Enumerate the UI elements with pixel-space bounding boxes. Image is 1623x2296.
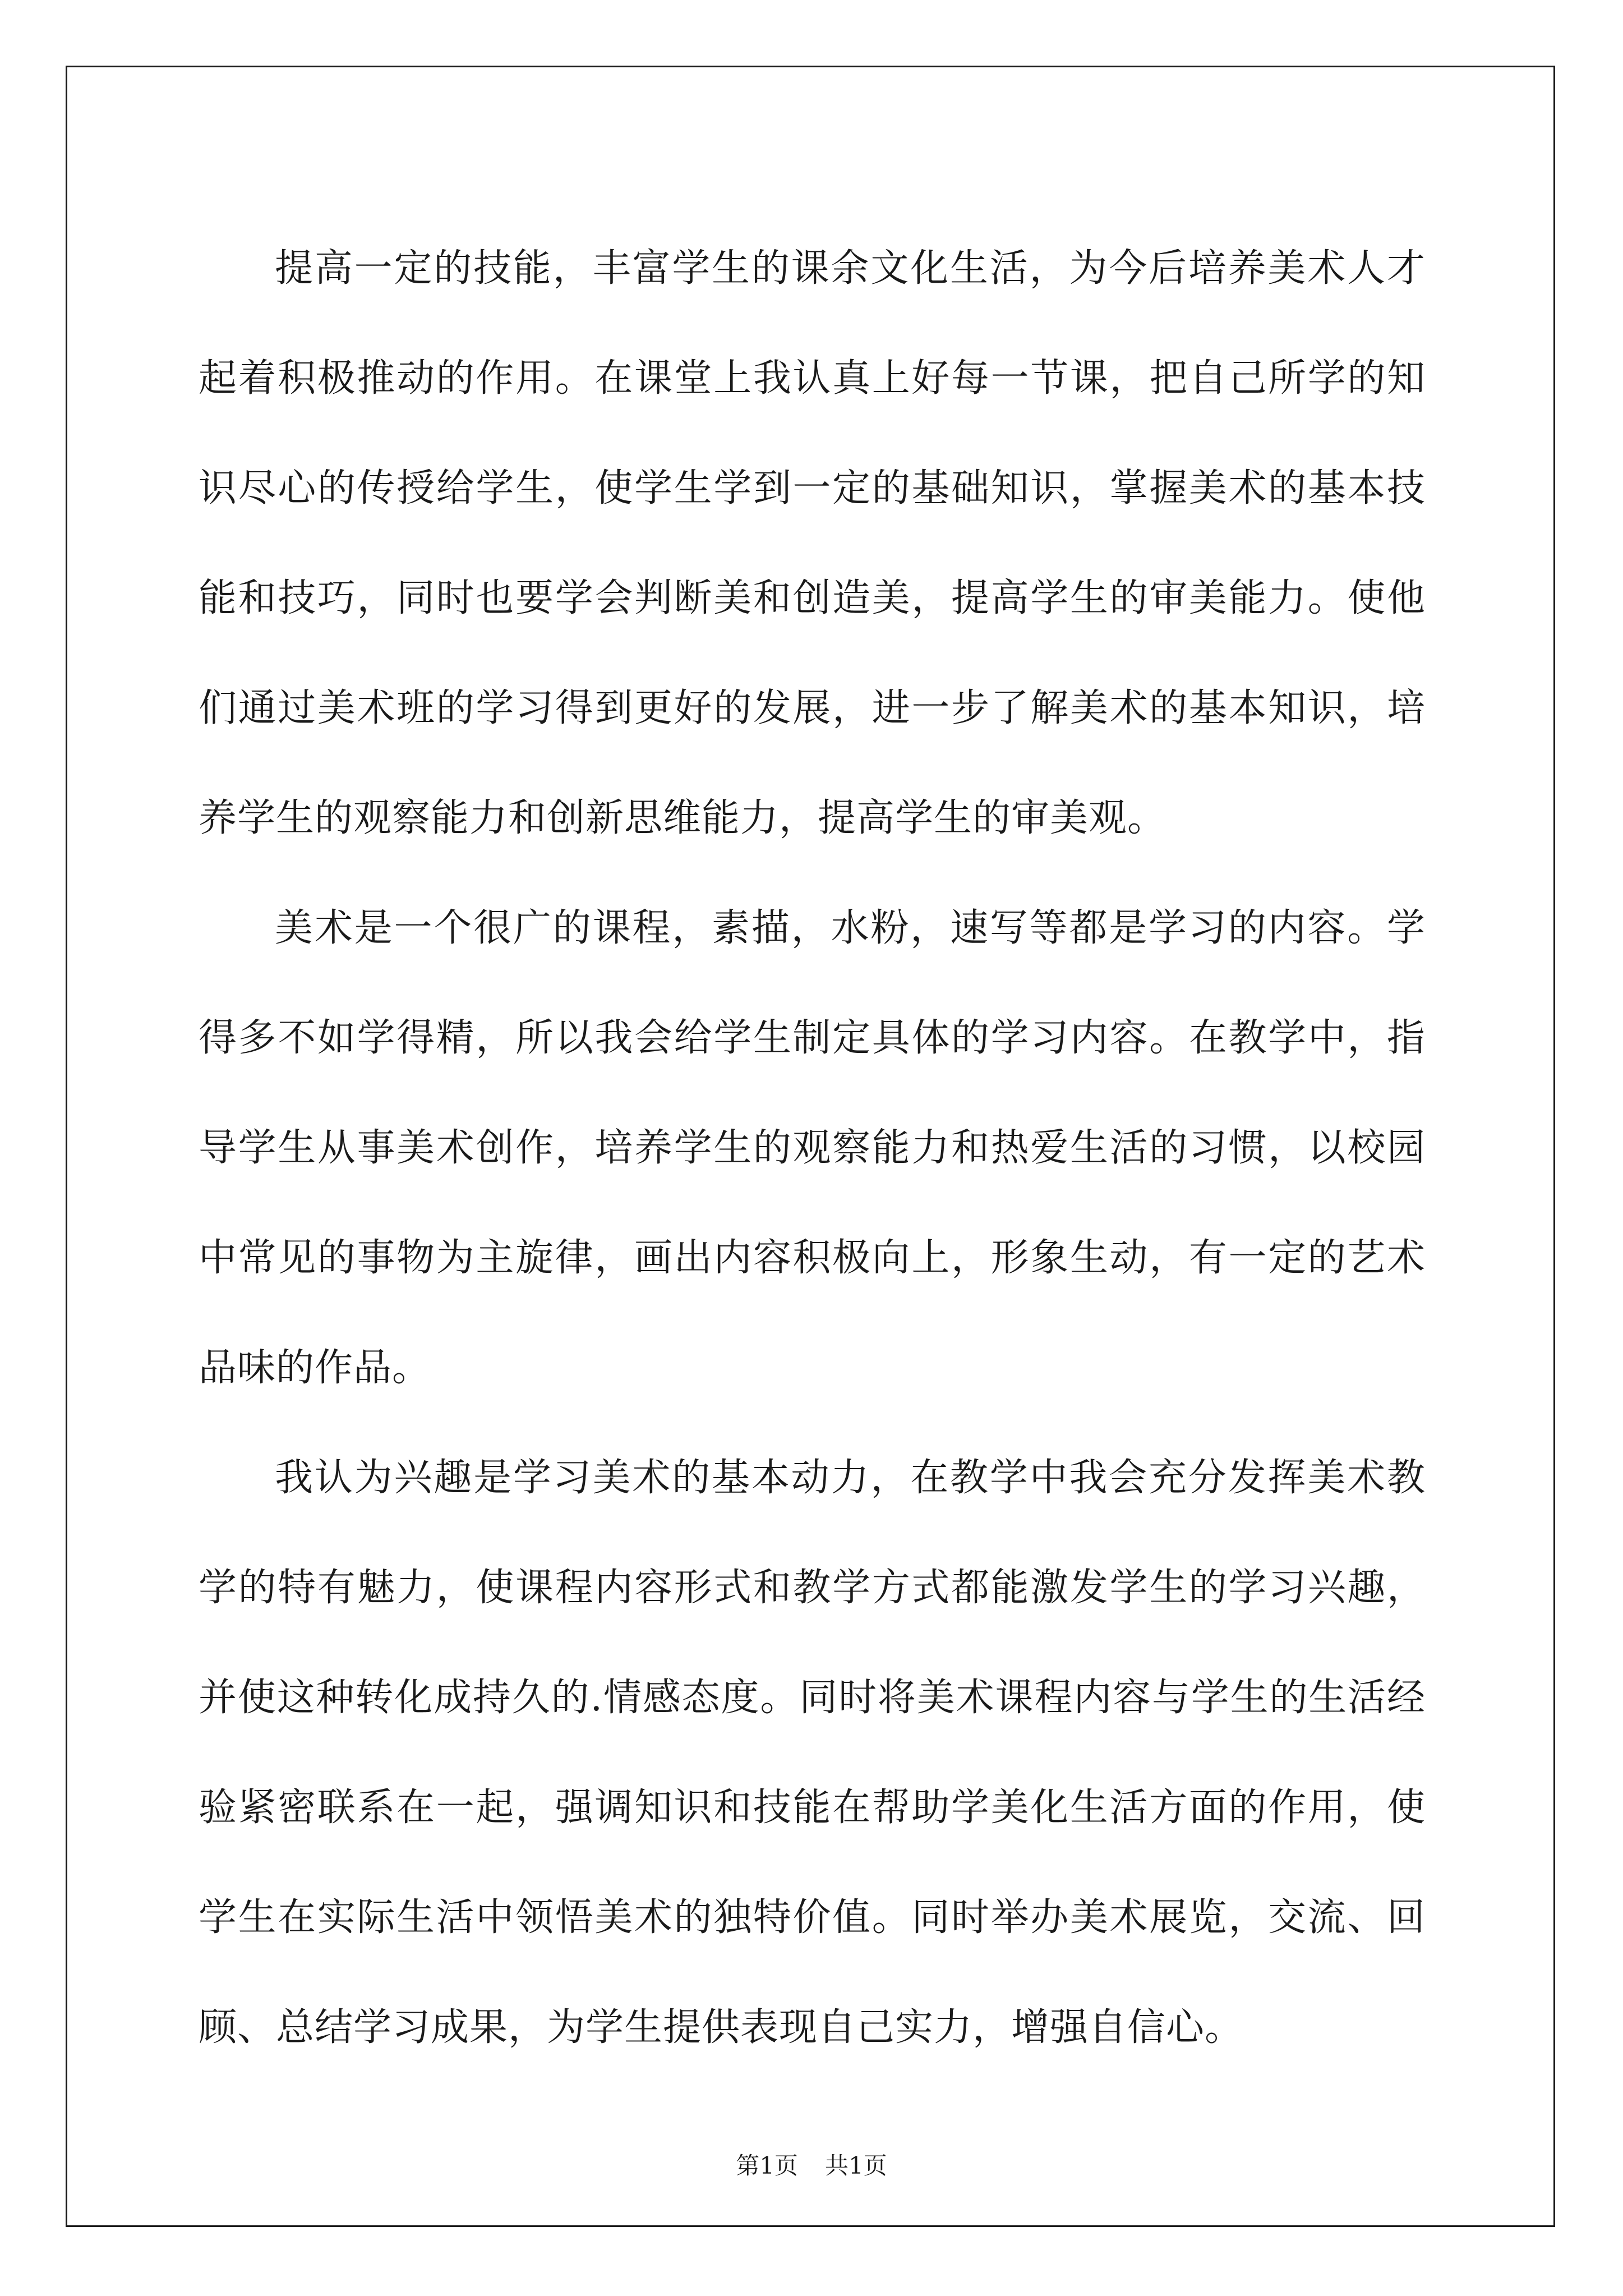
page-number-total: 共1页 (825, 2152, 887, 2179)
paragraph-2: 美术是一个很广的课程，素描，水粉，速写等都是学习的内容。学得多不如学得精，所以我会给学生制定具体的学习内容。在教学中，指导学生从事美术创作，培养学生的观察能力和热爱生活的习惯，以校园中常见的事物为主旋律，画出内容积极向上，形象生动，有一定的艺术品味的作品。 (199, 906, 1426, 1390)
paragraph-1: 提高一定的技能，丰富学生的课余文化生活，为今后培养美术人才起着积极推动的作用。在课堂上我认真上好每一节课，把自己所学的知识尽心的传授给学生，使学生学到一定的基础知识，掌握美术的基本技能和技巧，同时也要学会判断美和创造美，提高学生的审美能力。使他们通过美术班的学习得到更好的发展，进一步了解美术的基本知识，培养学生的观察能力和创新思维能力，提高学生的审美观。 (199, 246, 1426, 840)
page-footer (0, 2147, 1623, 2181)
document-body (199, 214, 1426, 2083)
page-number-current: 第1页 (736, 2152, 798, 2179)
paragraph-3: 我认为兴趣是学习美术的基本动力，在教学中我会充分发挥美术教学的特有魅力，使课程内容形式和教学方式都能激发学生的学习兴趣，并使这种转化成持久的.情感态度。同时将美术课程内容与学生的生活经验紧密联系在一起，强调知识和技能在帮助学美化生活方面的作用，使学生在实际生活中领悟美术的独特价值。同时举办美术展览，交流、回顾、总结学习成果，为学生提供表现自己实力，增强自信心。 (199, 1456, 1426, 2050)
